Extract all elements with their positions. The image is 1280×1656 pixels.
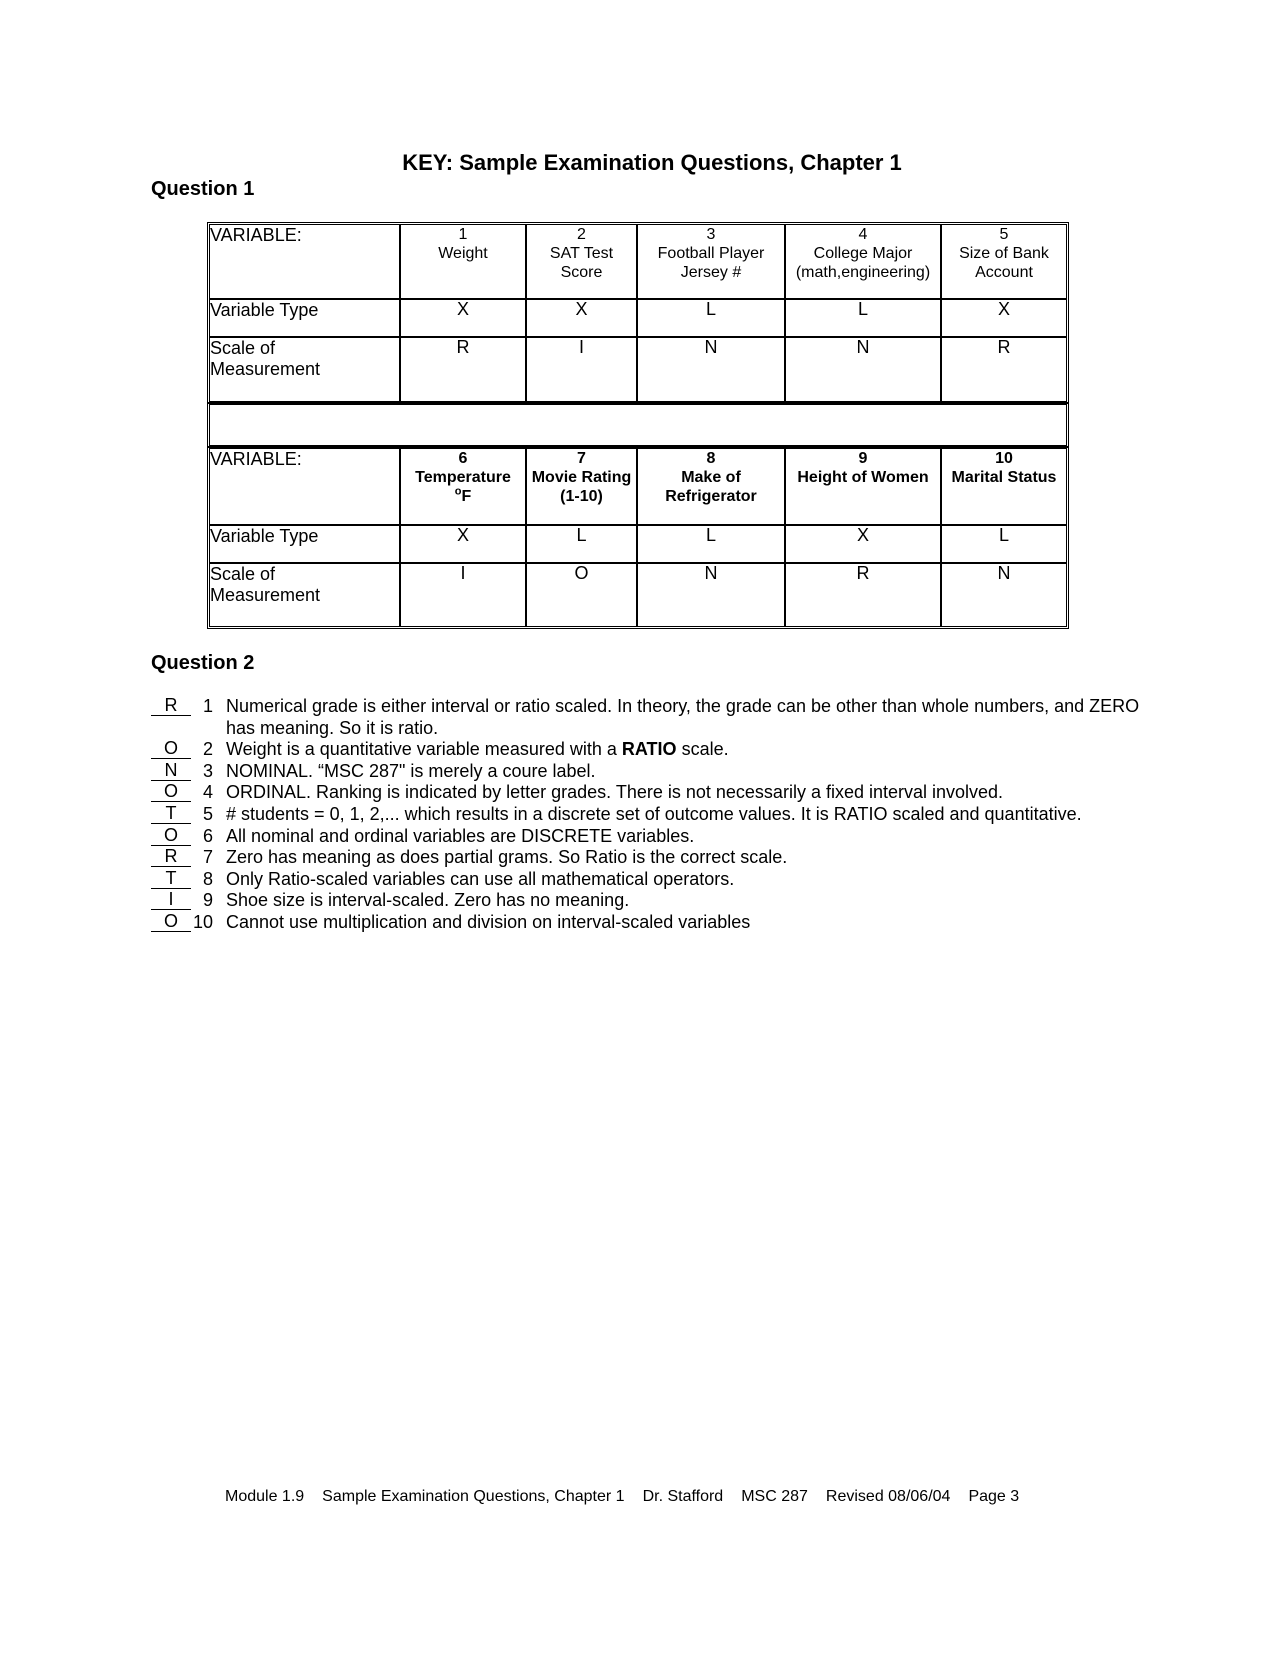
table2-col-header: 7 Movie Rating (1-10) xyxy=(526,449,637,525)
table2-scale-cell: R xyxy=(785,563,941,626)
item-text: # students = 0, 1, 2,... which results in a discrete set of outcome values. It is RATIO scaled and quantitative. xyxy=(226,803,1082,824)
table2-col-header: 9 Height of Women xyxy=(785,449,941,525)
table1-type-cell: X xyxy=(400,299,526,337)
footer-page: Page 3 xyxy=(968,1488,1020,1505)
table1-type-cell: X xyxy=(941,299,1066,337)
answer-blank: O xyxy=(151,782,191,802)
table1-col-header: 1 Weight xyxy=(400,225,526,299)
table2-scale-cell: O xyxy=(526,563,637,626)
answer-blank: O xyxy=(151,826,191,846)
table2-scale-cell: N xyxy=(637,563,785,626)
answer-blank: O xyxy=(151,912,191,932)
item-text: Shoe size is interval-scaled. Zero has no meaning. xyxy=(226,890,630,911)
question-2-heading: Question 2 xyxy=(151,652,255,674)
item-text: Cannot use multiplication and division on interval-scaled variables xyxy=(226,911,751,932)
list-item xyxy=(151,890,1141,912)
question-1-heading: Question 1 xyxy=(151,178,255,200)
list-item xyxy=(151,847,1141,869)
answer-blank: O xyxy=(151,739,191,759)
answer-blank: T xyxy=(151,869,191,889)
item-number: 7 xyxy=(202,847,213,868)
list-item xyxy=(151,739,1141,761)
list-item xyxy=(151,761,1141,783)
table1-col-header: 3 Football Player Jersey # xyxy=(637,225,785,299)
question-2-answer-list xyxy=(151,696,1141,934)
footer-module: Module 1.9 xyxy=(225,1488,305,1505)
variables-table-2 xyxy=(207,446,1069,629)
table2-type-cell: X xyxy=(400,525,526,563)
item-number: 6 xyxy=(202,825,213,846)
footer-course: MSC 287 xyxy=(741,1488,808,1505)
item-number: 1 xyxy=(202,696,213,716)
item-text: Weight is a quantitative variable measured with a RATIO scale. xyxy=(226,739,729,760)
table1-scale-cell: N xyxy=(785,337,941,401)
list-item xyxy=(151,826,1141,848)
footer-doc-title: Sample Examination Questions, Chapter 1 xyxy=(322,1488,625,1505)
footer-revised: Revised 08/06/04 xyxy=(825,1488,951,1505)
table1-scale-cell: N xyxy=(637,337,785,401)
answer-blank: T xyxy=(151,804,191,824)
table1-type-cell: L xyxy=(785,299,941,337)
page-title: KEY: Sample Examination Questions, Chapter 1 xyxy=(402,150,902,175)
table2-col-header: 8 Make of Refrigerator xyxy=(637,449,785,525)
table1-scale-cell: R xyxy=(941,337,1066,401)
item-number: 5 xyxy=(202,803,213,824)
page-footer xyxy=(225,1488,1037,1506)
table2-col-header: 6 Temperature $^o$F xyxy=(400,449,526,525)
table2-type-cell: L xyxy=(637,525,785,563)
table1-scale-cell: R xyxy=(400,337,526,401)
table2-scale-label: Scale of Measurement xyxy=(210,563,400,626)
table-spacer-row xyxy=(207,402,1069,448)
table1-col-header: 4 College Major (math,engineering) xyxy=(785,225,941,299)
item-text: NOMINAL. “MSC 287" is merely a coure label. xyxy=(226,760,596,781)
list-item xyxy=(151,912,1141,934)
table2-type-cell: L xyxy=(941,525,1066,563)
list-item xyxy=(151,804,1141,826)
table1-type-cell: L xyxy=(637,299,785,337)
table2-scale-cell: I xyxy=(400,563,526,626)
table1-col-header: 5 Size of Bank Account xyxy=(941,225,1066,299)
table1-scale-label: Scale of Measurement xyxy=(210,337,400,401)
table1-type-cell: X xyxy=(526,299,637,337)
table1-variable-label: VARIABLE: xyxy=(210,225,400,299)
answer-blank: I xyxy=(151,890,191,910)
item-number: 4 xyxy=(202,782,213,803)
item-number: 9 xyxy=(202,890,213,911)
item-number: 2 xyxy=(202,739,213,760)
table1-scale-cell: I xyxy=(526,337,637,401)
list-item xyxy=(151,782,1141,804)
answer-blank: R xyxy=(151,696,191,716)
item-text: Only Ratio-scaled variables can use all mathematical operators. xyxy=(226,868,735,889)
table2-type-cell: X xyxy=(785,525,941,563)
answer-blank: R xyxy=(151,847,191,867)
table1-col-header: 2 SAT Test Score xyxy=(526,225,637,299)
list-item xyxy=(151,696,1141,739)
item-text: All nominal and ordinal variables are DISCRETE variables. xyxy=(226,825,695,846)
variables-table-1 xyxy=(207,222,1069,404)
table2-type-label: Variable Type xyxy=(210,525,400,563)
item-number: 10 xyxy=(192,911,213,932)
item-number: 3 xyxy=(202,760,213,781)
footer-author: Dr. Stafford xyxy=(642,1488,724,1505)
table1-type-label: Variable Type xyxy=(210,299,400,337)
table2-col-header: 10 Marital Status xyxy=(941,449,1066,525)
table2-scale-cell: N xyxy=(941,563,1066,626)
item-text: ORDINAL. Ranking is indicated by letter grades. There is not necessarily a fixed interval involved. xyxy=(226,782,1004,803)
item-number: 8 xyxy=(202,868,213,889)
table2-type-cell: L xyxy=(526,525,637,563)
list-item xyxy=(151,869,1141,891)
item-text: Zero has meaning as does partial grams. So Ratio is the correct scale. xyxy=(226,847,788,868)
item-text: Numerical grade is either interval or ratio scaled. In theory, the grade can be other than whole numbers, and ZERO has meaning. So it is ratio. xyxy=(226,696,1140,738)
answer-blank: N xyxy=(151,761,191,781)
table2-variable-label: VARIABLE: xyxy=(210,449,400,525)
